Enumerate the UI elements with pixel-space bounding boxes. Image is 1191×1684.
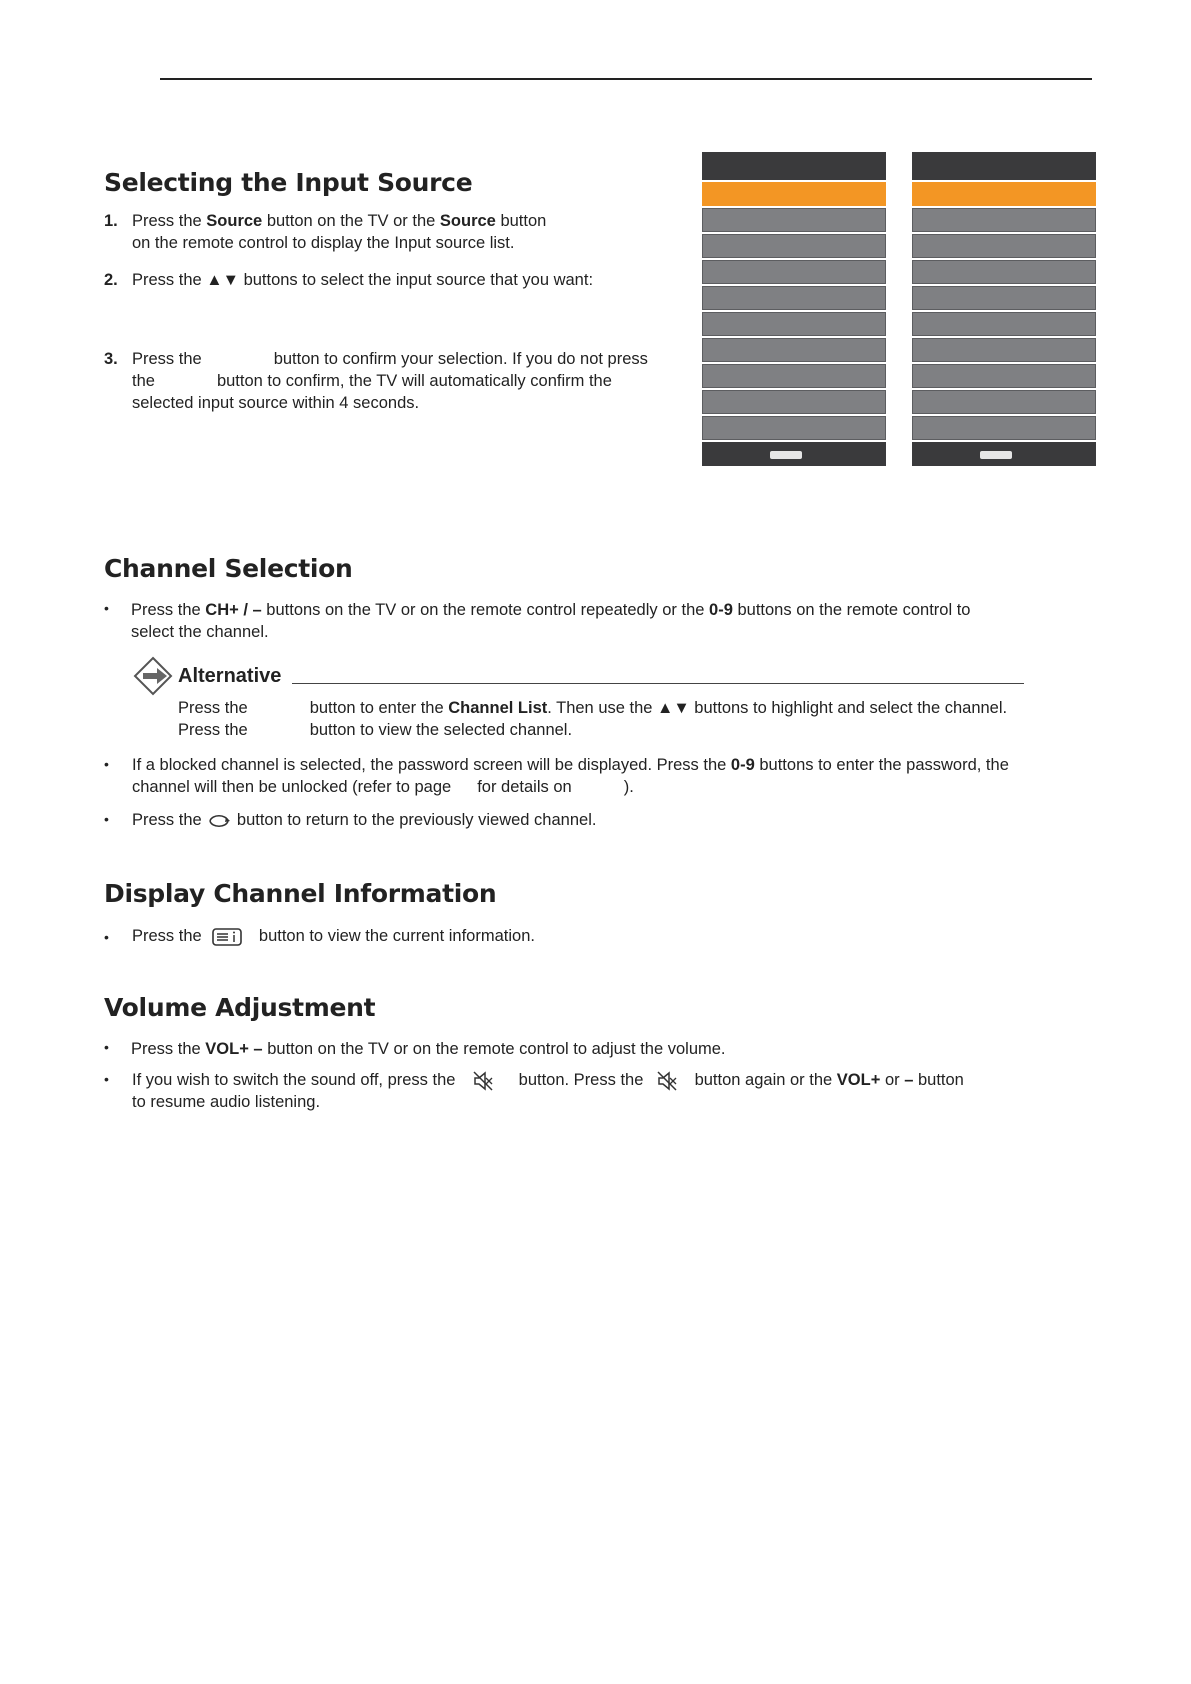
channel-b2-line2: channel will then be unlocked (refer to page for details on ). bbox=[132, 778, 634, 796]
bullet: • bbox=[104, 811, 109, 827]
volume-b2-line2: to resume audio listening. bbox=[132, 1093, 321, 1111]
heading-channel-selection: Channel Selection bbox=[104, 554, 353, 583]
bullet: • bbox=[104, 1039, 109, 1055]
top-rule bbox=[160, 78, 1092, 80]
source-menu-panel-right bbox=[912, 152, 1096, 466]
step3-line3: selected input source within 4 seconds. bbox=[132, 394, 420, 412]
step1-line1: Press the Source button on the TV or the Source button bbox=[132, 212, 547, 230]
menu-footer-key bbox=[980, 451, 1012, 459]
menu-item[interactable] bbox=[912, 338, 1096, 362]
menu-item[interactable] bbox=[912, 416, 1096, 440]
up-down-arrows-icon: ▲▼ bbox=[206, 271, 239, 289]
menu-item[interactable] bbox=[702, 208, 886, 232]
menu-item[interactable] bbox=[912, 260, 1096, 284]
step-number: 2. bbox=[104, 271, 118, 289]
step3-line2: the button to confirm, the TV will automatically confirm the bbox=[132, 372, 612, 390]
step-number: 1. bbox=[104, 212, 118, 230]
menu-footer bbox=[702, 442, 886, 466]
menu-item[interactable] bbox=[702, 338, 886, 362]
menu-item[interactable] bbox=[912, 364, 1096, 388]
mute-icon bbox=[472, 1070, 494, 1092]
alternative-label: Alternative bbox=[178, 665, 282, 687]
menu-header bbox=[702, 152, 886, 180]
menu-item[interactable] bbox=[702, 234, 886, 258]
channel-b3-line: Press the button to return to the previously viewed channel. bbox=[132, 811, 597, 829]
menu-item[interactable] bbox=[702, 416, 886, 440]
menu-item[interactable] bbox=[912, 390, 1096, 414]
menu-item[interactable] bbox=[702, 364, 886, 388]
heading-input-source: Selecting the Input Source bbox=[104, 168, 473, 197]
bullet: • bbox=[104, 1071, 109, 1087]
menu-item-selected[interactable] bbox=[912, 182, 1096, 206]
info-b1-line: Press the button to view the current information. bbox=[132, 927, 535, 945]
step2-line: Press the ▲▼ buttons to select the input source that you want: bbox=[132, 271, 594, 289]
info-icon bbox=[212, 927, 242, 947]
bullet: • bbox=[104, 600, 109, 616]
volume-b2-line1: If you wish to switch the sound off, press the button. Press the button again or the VOL+ or – button bbox=[132, 1069, 964, 1092]
channel-b2-line1: If a blocked channel is selected, the password screen will be displayed. Press the 0-9 buttons to enter the password, the bbox=[132, 756, 1009, 774]
step-number: 3. bbox=[104, 350, 118, 368]
heading-channel-info: Display Channel Information bbox=[104, 879, 497, 908]
menu-item[interactable] bbox=[702, 286, 886, 310]
menu-item[interactable] bbox=[912, 312, 1096, 336]
menu-footer-key bbox=[770, 451, 802, 459]
bullet: • bbox=[104, 756, 109, 772]
channel-b1-line1: Press the CH+ / – buttons on the TV or on the remote control repeatedly or the 0-9 buttons on the remote control to bbox=[131, 601, 971, 619]
bullet: • bbox=[104, 929, 109, 945]
menu-item[interactable] bbox=[702, 312, 886, 336]
up-down-arrows-icon: ▲▼ bbox=[657, 699, 690, 717]
menu-header bbox=[912, 152, 1096, 180]
alternative-line1: Press the button to enter the Channel List. Then use the ▲▼ buttons to highlight and select the channel. bbox=[178, 699, 1008, 717]
alternative-arrow-icon bbox=[131, 656, 175, 696]
heading-volume: Volume Adjustment bbox=[104, 993, 376, 1022]
menu-item[interactable] bbox=[702, 390, 886, 414]
menu-item[interactable] bbox=[912, 286, 1096, 310]
channel-b1-line2: select the channel. bbox=[131, 623, 269, 641]
mute-icon bbox=[656, 1070, 678, 1092]
menu-item[interactable] bbox=[912, 208, 1096, 232]
source-menu-panel-left bbox=[702, 152, 886, 466]
menu-item[interactable] bbox=[912, 234, 1096, 258]
return-icon bbox=[206, 812, 232, 830]
menu-footer bbox=[912, 442, 1096, 466]
step3-line1: Press the button to confirm your selection. If you do not press bbox=[132, 350, 648, 368]
menu-item-selected[interactable] bbox=[702, 182, 886, 206]
alternative-line2: Press the button to view the selected channel. bbox=[178, 721, 573, 739]
menu-item[interactable] bbox=[702, 260, 886, 284]
step1-line2: on the remote control to display the Input source list. bbox=[132, 234, 515, 252]
volume-b1-line: Press the VOL+ – button on the TV or on the remote control to adjust the volume. bbox=[131, 1040, 726, 1058]
alternative-rule bbox=[292, 683, 1024, 684]
